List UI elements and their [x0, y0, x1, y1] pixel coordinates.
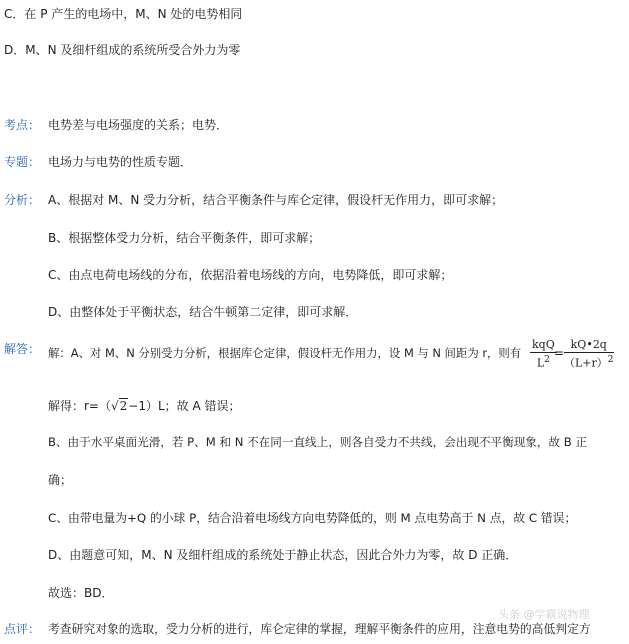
jieda-label: 解答： — [4, 342, 41, 356]
jieda-answer: 故选：BD． — [48, 586, 114, 600]
dianping-text: 考查研究对象的选取，受力分析的进行，库仑定律的掌握，理解平衡条件的应用，注意电势的高低判定方 — [48, 622, 591, 636]
equation-rhs-fraction — [564, 338, 614, 371]
jieda-line-a: 解：A、对 M、N 分别受力分析，根据库仑定律，假设杆无作用力，设 M 与 N 间距为 r，则有 — [48, 346, 522, 360]
dianping-label: 点评： — [4, 622, 41, 636]
watermark: 头条 @学霸说物理 — [498, 608, 590, 621]
jieda-result — [48, 398, 241, 414]
equation-lhs-numerator: kqQ — [532, 338, 555, 351]
zhuanti-label: 专题： — [4, 155, 41, 169]
jieda-line-c: C、由带电量为+Q 的小球 P，结合沿着电场线方向电势降低的，则 M 点电势高于 N 点，故 C 错误； — [48, 511, 577, 525]
option-d: D．M、N 及细杆组成的系统所受合外力为零 — [4, 43, 241, 57]
equation-rhs-denominator: $(L+r)^2$ — [564, 355, 614, 370]
jieda-line-b1: B、由于水平桌面光滑，若 P、M 和 N 不在同一直线上，则各自受力不共线，会出现不平衡现象，故 B 正 — [48, 435, 588, 449]
equation-lhs-fraction — [530, 338, 557, 371]
jieda-line-d: D、由题意可知，M、N 及细杆组成的系统处于静止状态，因此合外力为零，故 D 正确． — [48, 548, 518, 562]
fenxi-item-c: C、由点电荷电场线的分布，依据沿着电场线的方向，电势降低，即可求解； — [48, 268, 453, 282]
equation-rhs-numerator: kQ•2q — [564, 338, 614, 353]
fenxi-item-b: B、根据整体受力分析，结合平衡条件，即可求解； — [48, 231, 321, 245]
equation-lhs-denominator: $L^2$ — [536, 355, 550, 370]
zhuanti-text: 电场力与电势的性质专题． — [48, 155, 193, 169]
equation-equals: = — [554, 346, 565, 360]
sqrt-expression: √2 — [111, 399, 128, 413]
fenxi-item-a: A、根据对 M、N 受力分析，结合平衡条件与库仑定律，假设杆无作用力，即可求解； — [48, 193, 504, 207]
result-after: −1）L；故 A 错误； — [128, 399, 241, 413]
kaodian-label: 考点： — [4, 118, 41, 132]
kaodian-text: 电势差与电场强度的关系；电势． — [48, 118, 229, 132]
option-c: C．在 P 产生的电场中，M、N 处的电势相同 — [4, 7, 243, 21]
fenxi-item-d: D、由整体处于平衡状态，结合牛顿第二定律，即可求解． — [48, 305, 358, 319]
jieda-line-b2: 确； — [48, 473, 73, 487]
fenxi-label: 分析： — [4, 193, 41, 207]
result-prefix: 解得：r=（ — [48, 399, 111, 413]
